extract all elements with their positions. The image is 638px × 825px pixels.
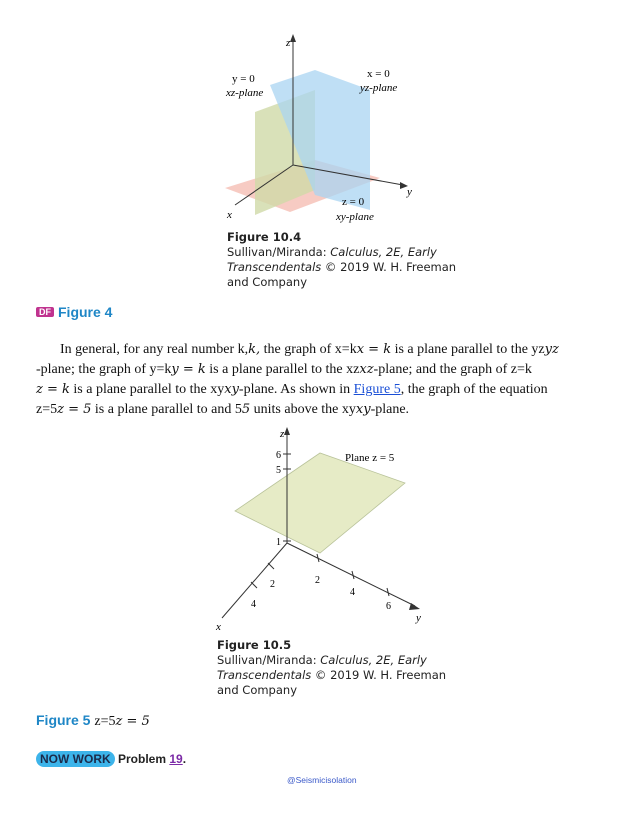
figure-10-5 bbox=[210, 423, 440, 633]
para-text-12: units above the xy bbox=[250, 402, 356, 417]
z-tick-label-1: 1 bbox=[276, 537, 281, 548]
figure-10-4-caption bbox=[227, 230, 456, 290]
caption-book: Calculus, 2E, Early bbox=[320, 653, 427, 667]
caption-authors: Sullivan/Miranda: bbox=[227, 245, 331, 259]
math-k: k, bbox=[248, 342, 261, 357]
para-text-6: -plane; and the graph of z=k bbox=[373, 362, 532, 377]
caption-book: Calculus, 2E, Early bbox=[330, 245, 437, 259]
figure-4-text: Figure 4 bbox=[58, 304, 113, 320]
yz-plane-equation: x = 0 bbox=[367, 68, 390, 80]
df-badge: DF bbox=[36, 307, 54, 317]
plane-z5-diagram bbox=[210, 423, 440, 633]
math-xz: xz bbox=[359, 362, 374, 377]
plane-label: Plane z = 5 bbox=[345, 452, 395, 464]
now-work-line bbox=[36, 752, 186, 766]
now-work-end: . bbox=[182, 752, 187, 766]
math-xy: xy bbox=[224, 382, 239, 397]
y-axis-label: y bbox=[416, 612, 421, 624]
plane-z5-shape bbox=[235, 453, 405, 553]
caption-company: and Company bbox=[227, 275, 308, 289]
para-text-5: is a plane parallel to the xz bbox=[205, 362, 360, 377]
para-text-4: -plane; the graph of y=k bbox=[36, 362, 172, 377]
para-text-11: is a plane parallel to and 5 bbox=[91, 402, 242, 417]
xz-plane-equation: y = 0 bbox=[232, 73, 255, 85]
math-xy-2: xy bbox=[355, 402, 371, 417]
coordinate-planes-diagram bbox=[220, 30, 420, 230]
math-y-eq-k: y = k bbox=[171, 362, 206, 377]
body-paragraph bbox=[36, 340, 606, 420]
x-axis-label: x bbox=[216, 621, 221, 633]
x-tick-label-4: 4 bbox=[251, 599, 256, 610]
z-axis-label: z bbox=[286, 37, 291, 49]
caption-book-2: Transcendentals bbox=[217, 668, 312, 682]
para-text-8: -plane. As shown in bbox=[238, 382, 354, 397]
math-x-eq-k: x = k bbox=[356, 342, 392, 357]
now-work-text: Problem bbox=[114, 752, 170, 766]
x-axis-label: x bbox=[227, 209, 232, 221]
x-tick-label-2: 2 bbox=[270, 579, 275, 590]
yz-plane-name: yz-plane bbox=[360, 82, 398, 94]
figure-10-4-caption-title: Figure 10.4 bbox=[227, 230, 302, 244]
math-yz: yz bbox=[544, 342, 559, 357]
x-tick-4 bbox=[251, 582, 257, 588]
z-tick-label-6: 6 bbox=[276, 450, 281, 461]
figure-5-link[interactable]: Figure 5 bbox=[353, 382, 401, 397]
caption-company: and Company bbox=[217, 683, 298, 697]
caption-rest: © 2019 W. H. Freeman bbox=[311, 668, 447, 682]
math-5: 5 bbox=[241, 402, 251, 417]
figure-5-equation-math: z = 5 bbox=[115, 714, 150, 729]
para-text-7: is a plane parallel to the xy bbox=[69, 382, 225, 397]
now-work-badge: NOW WORK bbox=[36, 751, 115, 767]
z-axis-arrow bbox=[284, 427, 290, 435]
y-tick-label-6: 6 bbox=[386, 601, 391, 612]
xy-plane-equation: z = 0 bbox=[342, 196, 365, 208]
problem-19-link[interactable]: 19 bbox=[169, 752, 183, 766]
xz-plane-name: xz-plane bbox=[226, 87, 264, 99]
para-text-9: , the graph of the equation bbox=[400, 382, 548, 397]
para-text-13: -plane. bbox=[370, 402, 410, 417]
caption-rest: © 2019 W. H. Freeman bbox=[321, 260, 457, 274]
para-text-10: z=5 bbox=[36, 402, 58, 417]
figure-10-5-caption bbox=[217, 638, 446, 698]
caption-book-2: Transcendentals bbox=[227, 260, 322, 274]
y-tick-label-4: 4 bbox=[350, 587, 355, 598]
y-tick-label-2: 2 bbox=[315, 575, 320, 586]
z-axis-label: z bbox=[280, 428, 285, 440]
figure-4-label bbox=[36, 304, 112, 320]
y-axis-label: y bbox=[407, 186, 412, 198]
caption-authors: Sullivan/Miranda: bbox=[217, 653, 321, 667]
math-z-eq-k: z = k bbox=[36, 382, 70, 397]
figure-5-label bbox=[36, 712, 150, 730]
figure-10-5-caption-title: Figure 10.5 bbox=[217, 638, 292, 652]
math-z-eq-5: z = 5 bbox=[57, 402, 92, 417]
x-tick-2 bbox=[268, 563, 274, 569]
z-tick-label-5: 5 bbox=[276, 465, 281, 476]
figure-5-text: Figure 5 bbox=[36, 712, 91, 728]
figure-5-equation-plain: z=5 bbox=[94, 714, 116, 729]
para-text-2: the graph of x=k bbox=[260, 342, 357, 357]
watermark: @Seismicisolation bbox=[287, 775, 357, 785]
z-axis-arrow bbox=[290, 34, 296, 42]
para-text-1: In general, for any real number k, bbox=[60, 342, 249, 357]
xy-plane-name: xy-plane bbox=[336, 211, 374, 223]
figure-10-4 bbox=[220, 30, 420, 230]
para-text-3: is a plane parallel to the yz bbox=[391, 342, 545, 357]
